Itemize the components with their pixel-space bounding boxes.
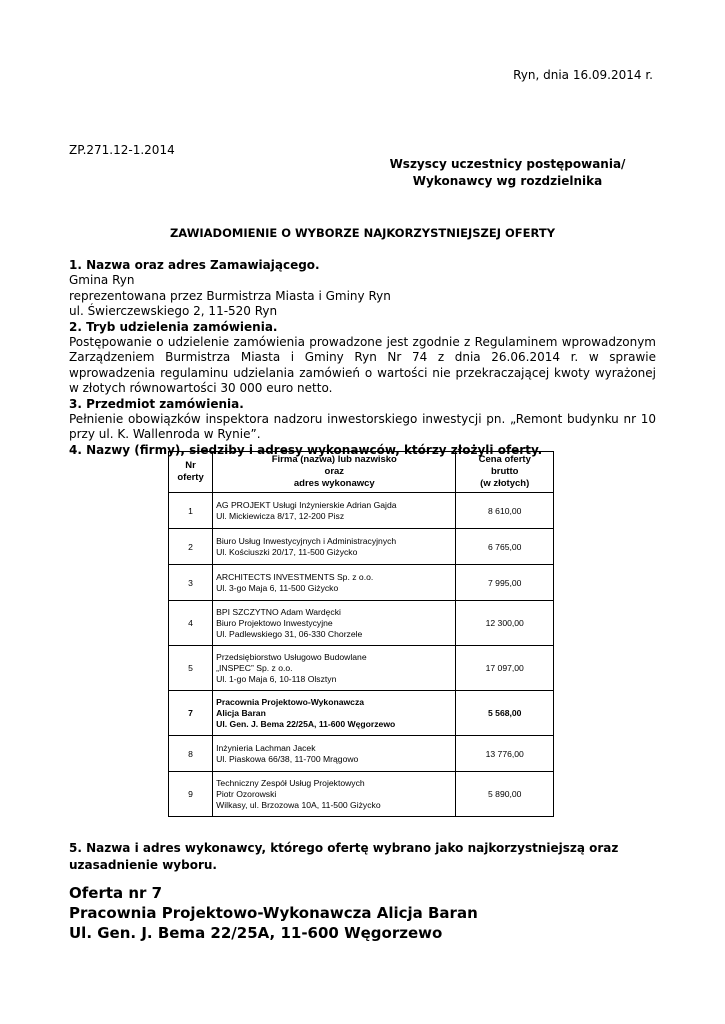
header-price-line-3: (w złotych) <box>480 478 530 489</box>
firm-line: Biuro Projektowo Inwestycyjne <box>216 617 333 628</box>
header-nr <box>169 452 213 493</box>
firm-line: Ul. Piaskowa 66/38, 11-700 Mrągowo <box>216 753 359 764</box>
table-row <box>169 529 554 565</box>
table-row <box>169 565 554 601</box>
offer-price: 8 610,00 <box>456 493 554 529</box>
offer-firm <box>213 565 456 601</box>
offer-firm <box>213 646 456 691</box>
offer-price: 5 568,00 <box>456 691 554 736</box>
offer-price: 17 097,00 <box>456 646 554 691</box>
offer-firm <box>213 493 456 529</box>
offer-firm <box>213 772 456 817</box>
firm-line: Biuro Usług Inwestycyjnych i Administracyjnych <box>216 535 397 546</box>
section-1-heading: 1. Nazwa oraz adres Zamawiającego. <box>69 258 320 272</box>
firm-line: Piotr Ozorowski <box>216 788 277 799</box>
contracting-authority-address: ul. Świerczewskiego 2, 11-520 Ryn <box>69 304 278 319</box>
firm-line: Inżynieria Lachman Jacek <box>216 742 316 753</box>
offer-nr: 5 <box>169 646 213 691</box>
offer-nr: 2 <box>169 529 213 565</box>
offer-price: 12 300,00 <box>456 601 554 646</box>
header-firm-line-1: Firma (nazwa) lub nazwisko <box>271 454 397 465</box>
table-row <box>169 646 554 691</box>
table-row <box>169 601 554 646</box>
table-row <box>169 736 554 772</box>
firm-line: Alicja Baran <box>216 707 266 718</box>
firm-line: Ul. Kościuszki 20/17, 11-500 Giżycko <box>216 546 358 557</box>
header-firm-line-2: oraz <box>324 466 345 477</box>
firm-line: Przedsiębiorstwo Usługowo Budowlane <box>216 651 367 662</box>
section-4-heading: 4. Nazwy (firmy), siedziby i adresy wykonawców, którzy złożyli oferty. <box>69 442 543 457</box>
reference-number: ZP.271.12-1.2014 <box>69 143 175 157</box>
section-2-heading: 2. Tryb udzielenia zamówienia. <box>69 319 278 334</box>
offer-nr: 7 <box>169 691 213 736</box>
recipient-line-2: Wykonawcy wg rozdzielnika <box>412 174 603 188</box>
header-price-line-2: brutto <box>491 466 519 477</box>
header-price-line-1: Cena oferty <box>478 454 531 465</box>
offer-price: 6 765,00 <box>456 529 554 565</box>
header-firm <box>213 452 456 493</box>
firm-line: „INSPEC” Sp. z o.o. <box>216 662 293 673</box>
firm-line: ARCHITECTS INVESTMENTS Sp. z o.o. <box>216 571 374 582</box>
offer-firm <box>213 736 456 772</box>
firm-line: Pracownia Projektowo-Wykonawcza <box>216 696 365 707</box>
offer-firm <box>213 691 456 736</box>
header-nr-line-2: oferty <box>177 472 204 483</box>
offer-firm <box>213 529 456 565</box>
offer-price: 7 995,00 <box>456 565 554 601</box>
offer-nr: 4 <box>169 601 213 646</box>
table-header-row <box>169 452 554 493</box>
header-nr-line-1: Nr <box>185 460 196 471</box>
firm-line: Ul. 1-go Maja 6, 10-118 Olsztyn <box>216 673 337 684</box>
firm-line: BPI SZCZYTNO Adam Wardęcki <box>216 606 341 617</box>
offer-price: 5 890,00 <box>456 772 554 817</box>
firm-line: Ul. 3-go Maja 6, 11-500 Giżycko <box>216 582 339 593</box>
offer-firm <box>213 601 456 646</box>
contracting-authority-name: Gmina Ryn <box>69 273 135 288</box>
offers-table <box>168 451 554 817</box>
offer-price: 13 776,00 <box>456 736 554 772</box>
selected-offer-firm: Pracownia Projektowo-Wykonawcza Alicja Baran <box>69 904 478 922</box>
firm-line: Wilkasy, ul. Brzozowa 10A, 11-500 Giżycko <box>216 799 381 810</box>
selected-offer-address: Ul. Gen. J. Bema 22/25A, 11-600 Węgorzewo <box>69 924 443 942</box>
section-2-text: Postępowanie o udzielenie zamówienia prowadzone jest zgodnie z Regulaminem wprowadzonym Zarządzeniem Burmistrza Miasta i Gminy Ryn Nr 74 z dnia 26.06.2014 r. w sprawie wprowadzenia regulaminu udzielania zamówień o wartości nie przekraczającej kwoty wyrażonej w złotych równowartości 30 000 euro netto. <box>69 335 656 396</box>
header-firm-line-3: adres wykonawcy <box>293 478 375 489</box>
table-row-selected <box>169 691 554 736</box>
selected-offer-number: Oferta nr 7 <box>69 884 163 902</box>
contracting-authority-representative: reprezentowana przez Burmistrza Miasta i Gminy Ryn <box>69 288 391 303</box>
section-3-text: Pełnienie obowiązków inspektora nadzoru inwestorskiego inwestycji pn. „Remont budynku nr 10 przy ul. K. Wallenroda w Rynie”. <box>69 412 656 442</box>
document-title: ZAWIADOMIENIE O WYBORZE NAJKORZYSTNIEJSZEJ OFERTY <box>169 226 556 240</box>
document-date: Ryn, dnia 16.09.2014 r. <box>513 68 653 82</box>
offer-nr: 9 <box>169 772 213 817</box>
recipient-line-1: Wszyscy uczestnicy postępowania/ <box>389 157 626 171</box>
firm-line: Ul. Mickiewicza 8/17, 12-200 Pisz <box>216 510 345 521</box>
selected-offer <box>69 883 669 943</box>
recipients <box>380 156 635 190</box>
section-3-heading: 3. Przedmiot zamówienia. <box>69 396 244 411</box>
table-row <box>169 772 554 817</box>
firm-line: Ul. Padlewskiego 31, 06-330 Chorzele <box>216 628 363 639</box>
section-5-heading: 5. Nazwa i adres wykonawcy, którego ofertę wybrano jako najkorzystniejszą oraz uzasadnienie wyboru. <box>69 841 619 872</box>
offer-nr: 8 <box>169 736 213 772</box>
document-body <box>69 258 656 458</box>
firm-line: Ul. Gen. J. Bema 22/25A, 11-600 Węgorzewo <box>216 718 396 729</box>
header-price <box>456 452 554 493</box>
table-row <box>169 493 554 529</box>
offer-nr: 3 <box>169 565 213 601</box>
offer-nr: 1 <box>169 493 213 529</box>
firm-line: AG PROJEKT Usługi Inżynierskie Adrian Gajda <box>216 499 397 510</box>
firm-line: Techniczny Zespół Usług Projektowych <box>216 777 365 788</box>
